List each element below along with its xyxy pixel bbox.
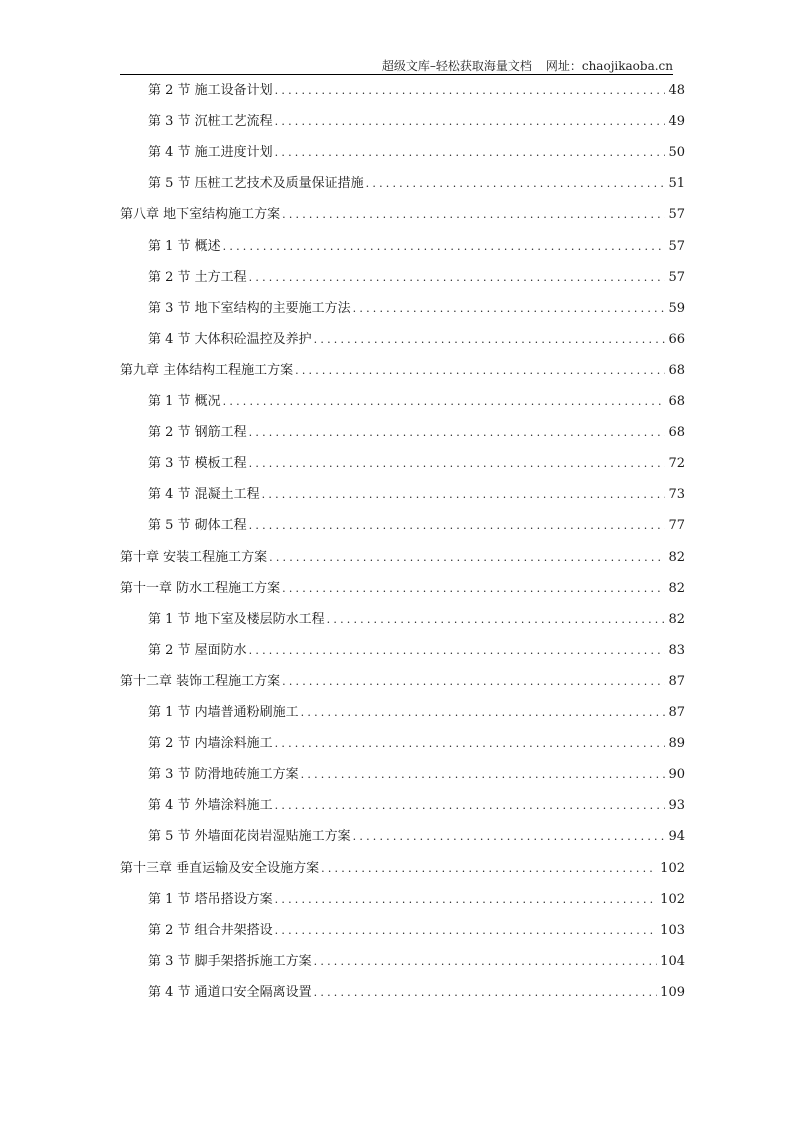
- toc-section-entry[interactable]: [148, 113, 685, 131]
- toc-page-number: 57: [668, 207, 685, 223]
- toc-dot-leader: [282, 580, 665, 598]
- toc-entry-title: 第 4 节 外墙涂料施工: [148, 798, 273, 814]
- toc-dot-leader: [275, 891, 658, 909]
- toc-entry-title: 第九章 主体结构工程施工方案: [120, 362, 294, 378]
- toc-page-number: 57: [668, 269, 685, 285]
- toc-page-number: 59: [668, 300, 685, 316]
- toc-page-number: 72: [668, 456, 685, 472]
- toc-entry-title: 第 2 节 内墙涂料施工: [148, 736, 273, 752]
- toc-dot-leader: [314, 953, 658, 971]
- toc-dot-leader: [262, 486, 666, 504]
- toc-entry-title: 第 3 节 模板工程: [148, 456, 247, 472]
- toc-chapter-entry[interactable]: [120, 860, 685, 878]
- toc-chapter-entry[interactable]: [120, 673, 685, 691]
- header-url: 网址：chaojikaoba.cn: [545, 59, 673, 73]
- toc-entry-title: 第 1 节 内墙普通粉刷施工: [148, 705, 299, 720]
- toc-page-number: 82: [668, 549, 685, 565]
- toc-entry-title: 第 2 节 施工设备计划: [148, 83, 273, 98]
- toc-dot-leader: [249, 455, 666, 473]
- toc-dot-leader: [327, 611, 666, 629]
- toc-section-entry[interactable]: [148, 238, 685, 256]
- toc-entry-title: 第 4 节 施工进度计划: [148, 145, 273, 161]
- toc-page-number: 57: [668, 238, 685, 254]
- toc-section-entry[interactable]: [148, 331, 685, 349]
- toc-dot-leader: [301, 704, 666, 722]
- toc-entry-title: 第十一章 防水工程施工方案: [120, 580, 281, 596]
- toc-section-entry[interactable]: [148, 300, 685, 318]
- toc-section-entry[interactable]: [148, 797, 685, 815]
- toc-dot-leader: [249, 642, 666, 660]
- toc-section-entry[interactable]: [148, 984, 685, 1002]
- toc-page-number: 77: [668, 518, 685, 534]
- toc-entry-title: 第 1 节 概述: [148, 238, 221, 254]
- toc-section-entry[interactable]: [148, 144, 685, 162]
- toc-entry-title: 第 2 节 钢筋工程: [148, 425, 247, 441]
- toc-dot-leader: [275, 144, 666, 162]
- toc-entry-title: 第十章 安装工程施工方案: [120, 549, 268, 565]
- toc-dot-leader: [275, 797, 666, 815]
- toc-page-number: 102: [660, 860, 685, 876]
- toc-entry-title: 第 2 节 土方工程: [148, 269, 247, 285]
- toc-page-number: 68: [668, 394, 685, 409]
- toc-section-entry[interactable]: [148, 642, 685, 660]
- toc-dot-leader: [249, 517, 666, 535]
- page-header: [120, 58, 673, 74]
- toc-section-entry[interactable]: [148, 486, 685, 504]
- toc-page-number: 49: [668, 114, 685, 130]
- toc-section-entry[interactable]: [148, 735, 685, 753]
- toc-entry-title: 第 3 节 地下室结构的主要施工方法: [148, 300, 351, 316]
- toc-page-number: 87: [668, 705, 685, 720]
- toc-section-entry[interactable]: [148, 424, 685, 442]
- toc-dot-leader: [275, 735, 666, 753]
- toc-page-number: 82: [668, 580, 685, 596]
- toc-page-number: 68: [668, 362, 685, 378]
- toc-entry-title: 第 1 节 概况: [148, 394, 221, 409]
- toc-page-number: 73: [668, 487, 685, 503]
- toc-dot-leader: [353, 300, 666, 318]
- toc-chapter-entry[interactable]: [120, 362, 685, 380]
- toc-entry-title: 第 4 节 通道口安全隔离设置: [148, 984, 312, 1000]
- toc-dot-leader: [314, 984, 658, 1002]
- toc-section-entry[interactable]: [148, 891, 685, 909]
- toc-page-number: 83: [668, 642, 685, 658]
- header-site-name: 超级文库–轻松获取海量文档: [381, 59, 532, 73]
- toc-section-entry[interactable]: [148, 704, 685, 722]
- toc-entry-title: 第 2 节 组合井架搭设: [148, 922, 273, 938]
- toc-page-number: 66: [668, 331, 685, 347]
- toc-page-number: 89: [668, 736, 685, 752]
- toc-page-number: 94: [668, 829, 685, 845]
- toc-page-number: 90: [668, 767, 685, 783]
- toc-section-entry[interactable]: [148, 828, 685, 846]
- toc-dot-leader: [249, 424, 666, 442]
- toc-dot-leader: [223, 238, 666, 256]
- toc-dot-leader: [366, 175, 666, 193]
- toc-entry-title: 第 3 节 沉桩工艺流程: [148, 114, 273, 130]
- toc-entry-title: 第 1 节 地下室及楼层防水工程: [148, 611, 325, 627]
- toc-section-entry[interactable]: [148, 517, 685, 535]
- toc-dot-leader: [353, 828, 666, 846]
- toc-dot-leader: [301, 766, 666, 784]
- toc-dot-leader: [275, 922, 658, 940]
- toc-entry-title: 第 2 节 屋面防水: [148, 642, 247, 658]
- toc-entry-title: 第 5 节 砌体工程: [148, 518, 247, 534]
- toc-page-number: 51: [668, 176, 685, 192]
- toc-entry-title: 第十三章 垂直运输及安全设施方案: [120, 860, 320, 876]
- toc-section-entry[interactable]: [148, 766, 685, 784]
- toc-section-entry[interactable]: [148, 953, 685, 971]
- toc-page-number: 48: [668, 83, 685, 98]
- toc-page-number: 104: [660, 953, 685, 969]
- toc-dot-leader: [275, 82, 666, 100]
- toc-page-number: 109: [660, 984, 685, 1000]
- toc-dot-leader: [282, 206, 665, 224]
- toc-dot-leader: [223, 393, 666, 411]
- toc-chapter-entry[interactable]: [120, 549, 685, 567]
- toc-section-entry[interactable]: [148, 175, 685, 193]
- toc-dot-leader: [275, 113, 666, 131]
- toc-dot-leader: [249, 269, 666, 287]
- toc-entry-title: 第 3 节 脚手架搭拆施工方案: [148, 953, 312, 969]
- toc-entry-title: 第 5 节 外墙面花岗岩湿贴施工方案: [148, 829, 351, 845]
- toc-section-entry[interactable]: [148, 269, 685, 287]
- toc-entry-title: 第 4 节 大体积砼温控及养护: [148, 331, 312, 347]
- toc-section-entry[interactable]: [148, 611, 685, 629]
- toc-entry-title: 第 3 节 防滑地砖施工方案: [148, 767, 299, 783]
- toc-dot-leader: [269, 549, 665, 567]
- toc-page-number: 82: [668, 611, 685, 627]
- toc-entry-title: 第八章 地下室结构施工方案: [120, 207, 281, 223]
- toc-page-number: 103: [660, 922, 685, 938]
- toc-chapter-entry[interactable]: [120, 580, 685, 598]
- toc-entry-title: 第十二章 装饰工程施工方案: [120, 673, 281, 689]
- toc-section-entry[interactable]: [148, 393, 685, 411]
- toc-entry-title: 第 1 节 塔吊搭设方案: [148, 891, 273, 907]
- toc-chapter-entry[interactable]: [120, 206, 685, 224]
- toc-page-number: 93: [668, 798, 685, 814]
- toc-entry-title: 第 5 节 压桩工艺技术及质量保证措施: [148, 176, 364, 192]
- toc-entry-title: 第 4 节 混凝土工程: [148, 487, 260, 503]
- toc-section-entry[interactable]: [148, 922, 685, 940]
- toc-dot-leader: [295, 362, 665, 380]
- toc-dot-leader: [282, 673, 665, 691]
- toc-page-number: 102: [660, 891, 685, 907]
- toc-section-entry[interactable]: [148, 455, 685, 473]
- toc-dot-leader: [321, 860, 657, 878]
- toc-page-number: 87: [668, 673, 685, 689]
- toc-dot-leader: [314, 331, 666, 349]
- toc-page-number: 50: [668, 145, 685, 161]
- toc-section-entry[interactable]: [148, 82, 685, 100]
- toc-page-number: 68: [668, 425, 685, 441]
- header-rule: [120, 74, 673, 75]
